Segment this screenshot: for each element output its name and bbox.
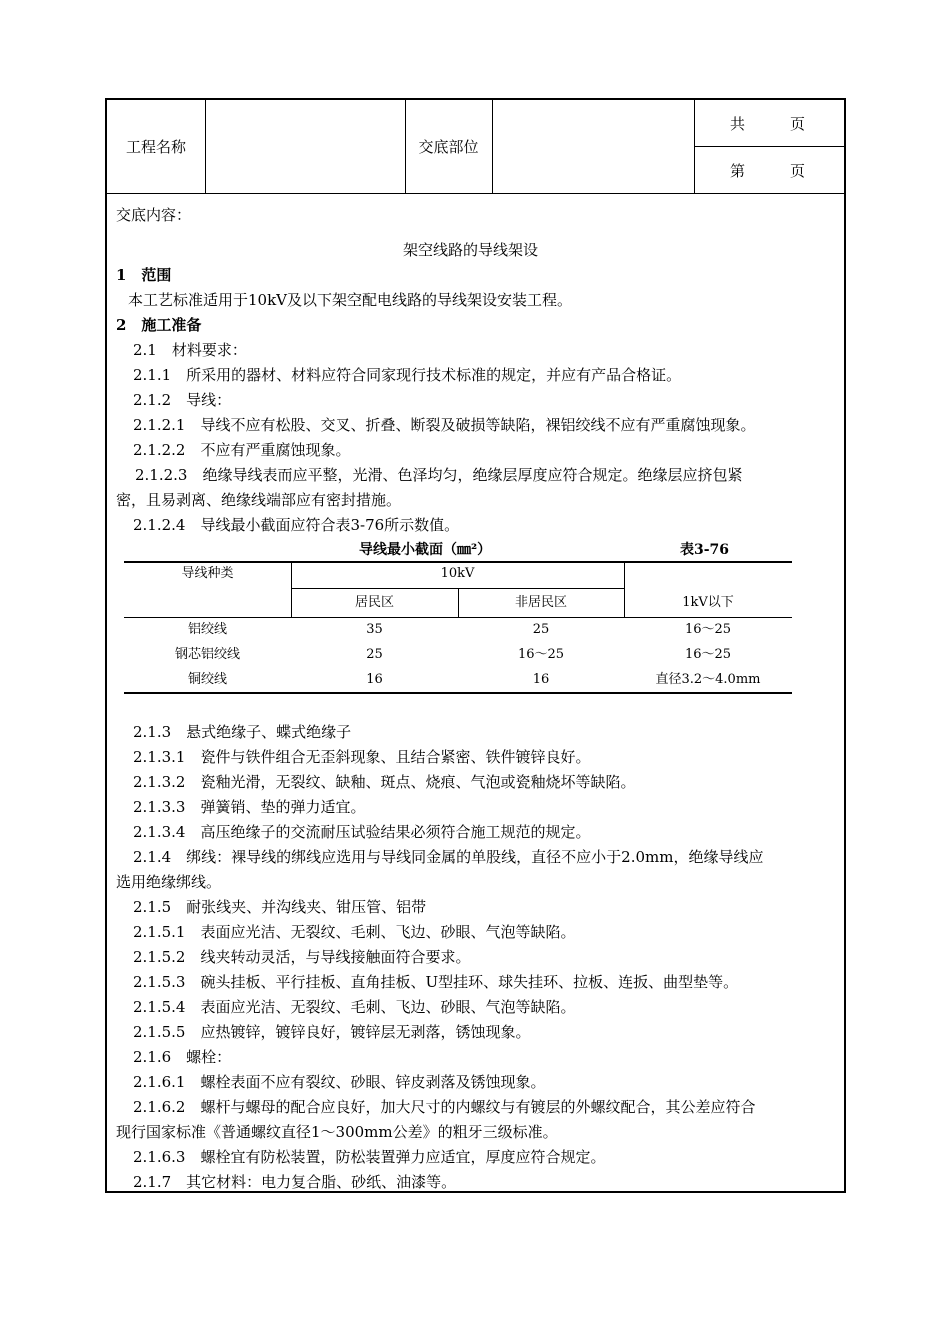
table-cell: 35 bbox=[366, 622, 383, 637]
para-line: 2.1.2.3 绝缘导线表而应平整，光滑、色泽均匀，绝缘层厚度应符合规定。绝缘层应挤包紧 bbox=[135, 466, 743, 484]
document-frame bbox=[105, 98, 846, 1193]
table-cell: 16～25 bbox=[684, 647, 732, 662]
para-line: 2.1.5.5 应热镀锌，镀锌良好，镀锌层无剥落，锈蚀现象。 bbox=[133, 1023, 531, 1041]
para-line: 2.1.3.3 弹簧销、垫的弹力适宜。 bbox=[133, 798, 366, 816]
intro-label: 交底内容： bbox=[116, 206, 192, 224]
th-1kv-below: 1kV以下 bbox=[682, 595, 734, 610]
para-line: 2.1.5.4 表面应光洁、无裂纹、毛刺、飞边、砂眼、气泡等缺陷。 bbox=[133, 998, 576, 1016]
para-line: 密，且易剥离、绝缘线端部应有密封措施。 bbox=[116, 491, 402, 509]
page-number: 第 页 bbox=[730, 161, 806, 180]
para-line: 2.1.1 所采用的器材、材料应符合同家现行技术标准的规定，并应有产品合格证。 bbox=[133, 366, 682, 384]
th-residential: 居民区 bbox=[354, 595, 394, 610]
table-cell: 25 bbox=[532, 622, 550, 637]
handover-part-label: 交底部位 bbox=[418, 138, 479, 156]
th-conductor-type: 导线种类 bbox=[181, 566, 234, 581]
document-title: 架空线路的导线架设 bbox=[403, 241, 539, 259]
min-section-table bbox=[124, 561, 792, 694]
table-cell: 铜绞线 bbox=[187, 672, 227, 687]
section-1-heading: 1 范围 bbox=[116, 266, 172, 284]
table-cell: 16～25 bbox=[517, 647, 565, 662]
para-line: 2.1.3.4 高压绝缘子的交流耐压试验结果必须符合施工规范的规定。 bbox=[133, 823, 591, 841]
para-line: 2.1.3.1 瓷件与铁件组合无歪斜现象、且结合紧密、铁件镀锌良好。 bbox=[133, 748, 591, 766]
para-line: 2.1.2.1 导线不应有松股、交叉、折叠、断裂及破损等缺陷，裸铝绞线不应有严重腐蚀现象。 bbox=[133, 416, 756, 434]
project-name-label: 工程名称 bbox=[125, 138, 186, 156]
handover-part-value bbox=[492, 100, 694, 193]
para-line: 2.1.2.4 导线最小截面应符合表3-76所示数值。 bbox=[133, 516, 460, 534]
para-line: 2.1.2.2 不应有严重腐蚀现象。 bbox=[133, 441, 351, 459]
para-line: 2.1.6 螺栓： bbox=[133, 1048, 232, 1066]
para-line: 2.1.2 导线： bbox=[133, 391, 232, 409]
th-non-residential: 非居民区 bbox=[514, 595, 567, 610]
para-line: 2.1.3 悬式绝缘子、蝶式绝缘子 bbox=[133, 723, 352, 741]
table-cell: 铝绞线 bbox=[187, 622, 227, 637]
para-line: 选用绝缘绑线。 bbox=[116, 873, 222, 891]
table-cell: 直径3.2～4.0mm bbox=[655, 672, 761, 687]
table-cell: 16 bbox=[366, 672, 383, 687]
table-cell: 钢芯铝绞线 bbox=[174, 647, 240, 662]
header-row bbox=[107, 100, 844, 194]
total-pages: 共 页 bbox=[730, 114, 806, 133]
section-2-heading: 2 施工准备 bbox=[116, 316, 202, 334]
para-line: 现行国家标准《普通螺纹直径1～300mm公差》的粗牙三级标准。 bbox=[116, 1123, 558, 1141]
para-line: 2.1.7 其它材料：电力复合脂、砂纸、油漆等。 bbox=[133, 1173, 457, 1191]
table-cell: 25 bbox=[366, 647, 383, 662]
para-line: 2.1.4 绑线：裸导线的绑线应选用与导线同金属的单股线，直径不应小于2.0mm，绝缘导线应 bbox=[133, 848, 764, 866]
para-line: 2.1.6.2 螺杆与螺母的配合应良好，加大尺寸的内螺纹与有镀层的外螺纹配合，其公差应符合 bbox=[133, 1098, 756, 1116]
para-line: 2.1.3.2 瓷釉光滑，无裂纹、缺釉、斑点、烧痕、气泡或瓷釉烧坏等缺陷。 bbox=[133, 773, 636, 791]
table-cell: 16～25 bbox=[684, 622, 732, 637]
table-number: 表3-76 bbox=[680, 542, 730, 558]
para-line: 本工艺标准适用于10kV及以下架空配电线路的导线架设安装工程。 bbox=[128, 291, 573, 309]
th-10kv: 10kV bbox=[440, 566, 475, 581]
para-line: 2.1.6.3 螺栓宜有防松装置，防松装置弹力应适宜，厚度应符合规定。 bbox=[133, 1148, 606, 1166]
table-cell: 16 bbox=[532, 672, 550, 687]
para-line: 2.1.5.1 表面应光洁、无裂纹、毛刺、飞边、砂眼、气泡等缺陷。 bbox=[133, 923, 576, 941]
para-line: 2.1.6.1 螺栓表面不应有裂纹、砂眼、锌皮剥落及锈蚀现象。 bbox=[133, 1073, 546, 1091]
para-line: 2.1.5.2 线夹转动灵活，与导线接触面符合要求。 bbox=[133, 948, 471, 966]
para-line: 2.1.5 耐张线夹、并沟线夹、钳压管、铝带 bbox=[133, 898, 427, 916]
table-caption: 导线最小截面（㎜²） bbox=[359, 542, 492, 558]
para-line: 2.1 材料要求： bbox=[133, 341, 247, 359]
project-name-value bbox=[205, 100, 405, 193]
para-line: 2.1.5.3 碗头挂板、平行挂板、直角挂板、U型挂环、球失挂环、拉板、连扳、曲型垫等。 bbox=[133, 973, 739, 991]
